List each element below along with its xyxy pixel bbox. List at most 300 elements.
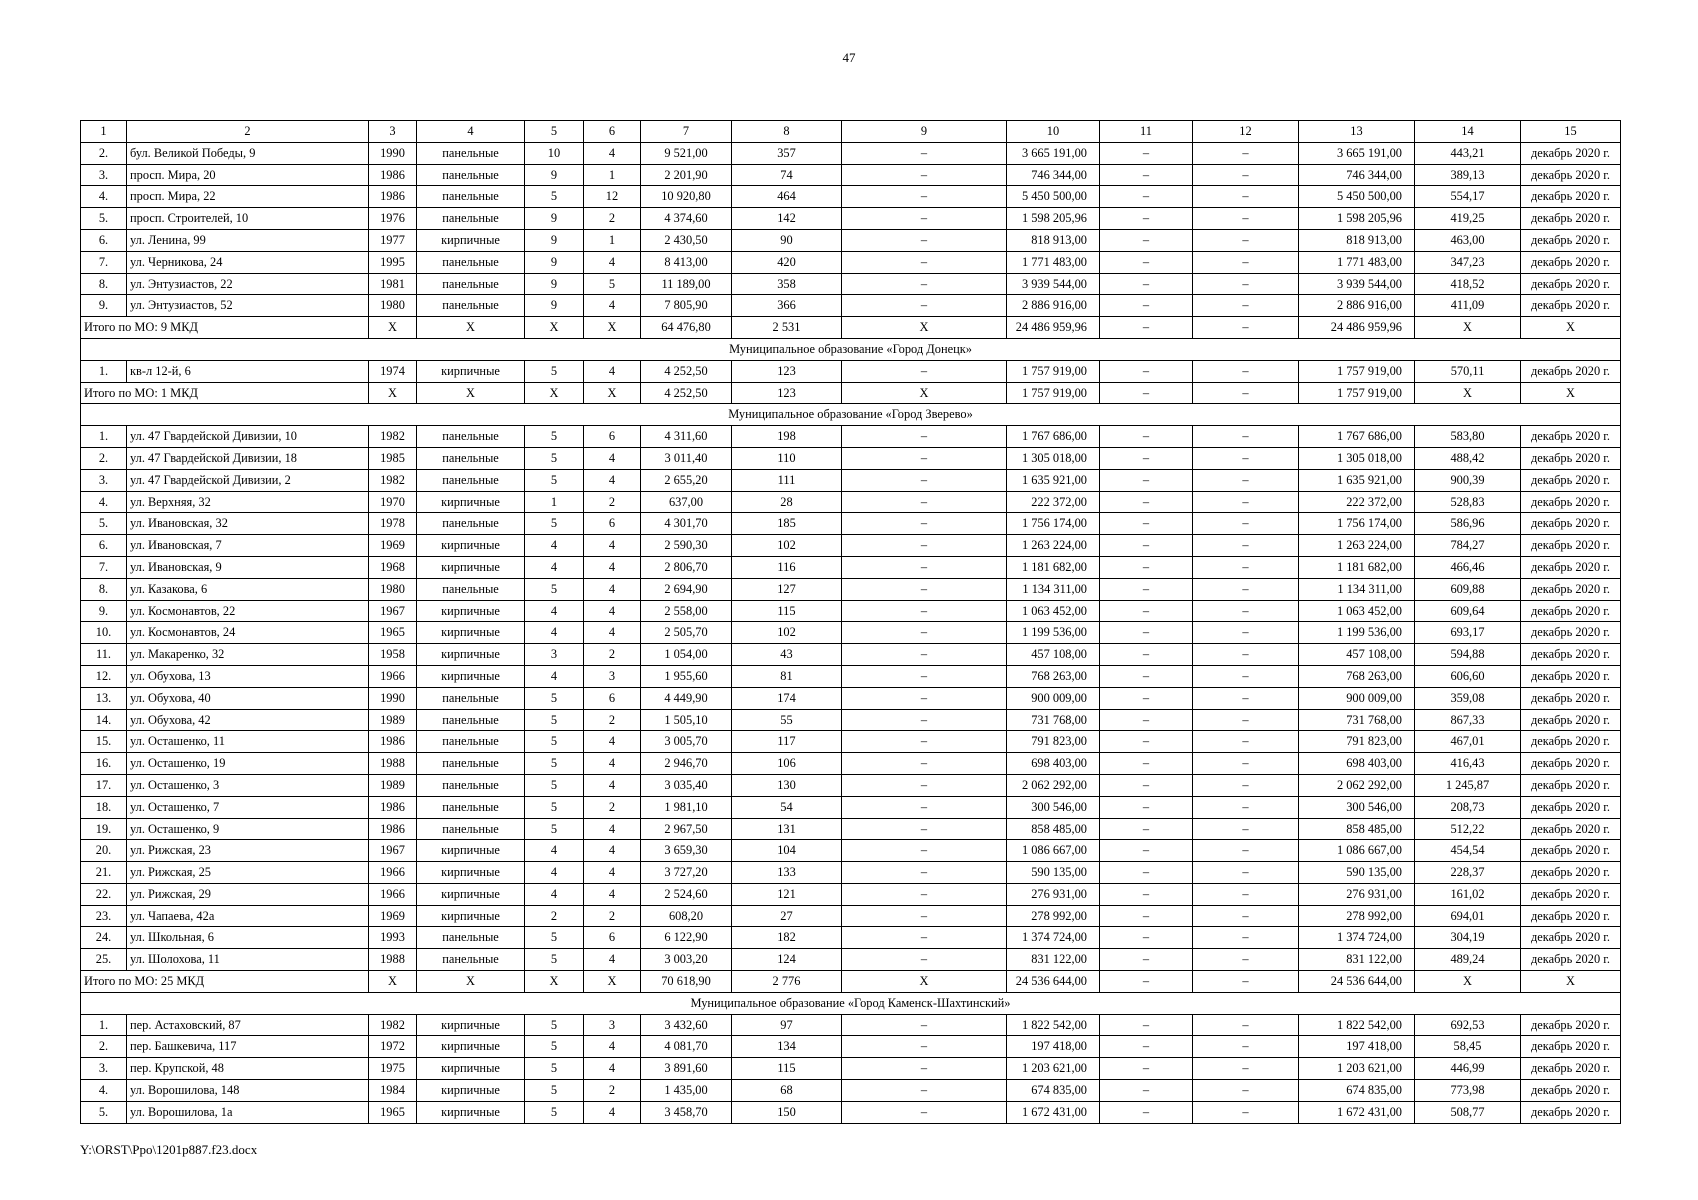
row-number-cell: 14. (81, 709, 127, 731)
address-cell: ул. Энтузиастов, 52 (127, 295, 369, 317)
data-cell: – (842, 469, 1007, 491)
data-cell: 4 (525, 600, 584, 622)
data-cell: 694,01 (1415, 905, 1521, 927)
data-cell: панельные (417, 818, 525, 840)
data-cell: панельные (417, 687, 525, 709)
data-cell: кирпичные (417, 665, 525, 687)
data-cell: 1 (584, 164, 641, 186)
data-cell: 1 635 921,00 (1299, 469, 1415, 491)
data-cell: – (1100, 949, 1193, 971)
data-cell: – (1193, 142, 1299, 164)
data-cell: 4 (584, 142, 641, 164)
data-cell: 867,33 (1415, 709, 1521, 731)
data-cell: 1 635 921,00 (1007, 469, 1100, 491)
row-number-cell: 25. (81, 949, 127, 971)
data-cell: – (842, 229, 1007, 251)
table-row (81, 1036, 1621, 1058)
data-cell: 5 (525, 186, 584, 208)
data-cell: 174 (732, 687, 842, 709)
data-cell: 27 (732, 905, 842, 927)
data-cell: декабрь 2020 г. (1521, 949, 1621, 971)
data-cell: 2 062 292,00 (1007, 774, 1100, 796)
data-cell: 674 835,00 (1007, 1080, 1100, 1102)
data-cell: 1980 (369, 295, 417, 317)
data-cell: – (1100, 600, 1193, 622)
table-row (81, 796, 1621, 818)
data-cell: 2 (525, 905, 584, 927)
data-cell: панельные (417, 796, 525, 818)
data-cell: 1995 (369, 251, 417, 273)
data-cell: 222 372,00 (1299, 491, 1415, 513)
data-cell: 228,37 (1415, 862, 1521, 884)
data-cell: 1982 (369, 426, 417, 448)
data-cell: 4 (584, 753, 641, 775)
data-cell: – (842, 840, 1007, 862)
data-cell: кирпичные (417, 535, 525, 557)
data-cell: – (842, 426, 1007, 448)
data-cell: 1 181 682,00 (1007, 556, 1100, 578)
address-cell: ул. Обухова, 40 (127, 687, 369, 709)
data-cell: 5 (525, 818, 584, 840)
data-cell: – (1193, 1101, 1299, 1123)
address-cell: ул. Осташенко, 9 (127, 818, 369, 840)
table-row (81, 229, 1621, 251)
data-cell: – (842, 273, 1007, 295)
data-cell: – (842, 927, 1007, 949)
data-cell: – (1193, 535, 1299, 557)
data-cell: – (1193, 753, 1299, 775)
data-cell: 1969 (369, 905, 417, 927)
data-cell: 4 (584, 883, 641, 905)
data-cell: – (1193, 796, 1299, 818)
data-cell: 9 (525, 273, 584, 295)
data-cell: – (1193, 295, 1299, 317)
table-row (81, 665, 1621, 687)
data-cell: 1 263 224,00 (1299, 535, 1415, 557)
data-cell: 464 (732, 186, 842, 208)
data-cell: 110 (732, 447, 842, 469)
data-cell: – (1193, 1014, 1299, 1036)
row-number-cell: 9. (81, 295, 127, 317)
row-number-cell: 1. (81, 1014, 127, 1036)
data-cell: – (1100, 295, 1193, 317)
data-cell: декабрь 2020 г. (1521, 905, 1621, 927)
data-cell: – (842, 905, 1007, 927)
data-cell: – (1100, 665, 1193, 687)
column-number-header: 6 (584, 121, 641, 143)
data-cell: – (1193, 818, 1299, 840)
data-cell: – (1193, 164, 1299, 186)
data-cell: декабрь 2020 г. (1521, 927, 1621, 949)
data-cell: декабрь 2020 г. (1521, 491, 1621, 513)
total-cell: Х (525, 971, 584, 993)
total-cell: Х (584, 971, 641, 993)
data-cell: кирпичные (417, 905, 525, 927)
data-cell: – (1193, 229, 1299, 251)
data-cell: 124 (732, 949, 842, 971)
total-cell: Х (369, 971, 417, 993)
data-cell: – (1193, 622, 1299, 644)
data-cell: 1 767 686,00 (1007, 426, 1100, 448)
data-cell: 1 756 174,00 (1007, 513, 1100, 535)
data-cell: декабрь 2020 г. (1521, 1058, 1621, 1080)
data-cell: декабрь 2020 г. (1521, 142, 1621, 164)
data-cell: – (1193, 578, 1299, 600)
data-cell: 698 403,00 (1299, 753, 1415, 775)
total-cell: 123 (732, 382, 842, 404)
data-cell: – (842, 665, 1007, 687)
total-cell: Х (1415, 971, 1521, 993)
table-row (81, 273, 1621, 295)
data-cell: 1966 (369, 862, 417, 884)
table-row (81, 164, 1621, 186)
data-cell: – (1193, 949, 1299, 971)
data-cell: 9 521,00 (641, 142, 732, 164)
data-cell: 4 (525, 556, 584, 578)
data-cell: 121 (732, 883, 842, 905)
data-cell: 467,01 (1415, 731, 1521, 753)
footer-file-path: Y:\ORST\Ppo\1201p887.f23.docx (80, 1142, 258, 1157)
data-cell: 489,24 (1415, 949, 1521, 971)
total-label: Итого по МО: 25 МКД (81, 971, 369, 993)
data-cell: 773,98 (1415, 1080, 1521, 1102)
data-cell: – (842, 622, 1007, 644)
data-cell: – (1193, 1036, 1299, 1058)
data-cell: – (1193, 862, 1299, 884)
data-cell: 768 263,00 (1299, 665, 1415, 687)
address-cell: ул. Осташенко, 3 (127, 774, 369, 796)
data-cell: 2 694,90 (641, 578, 732, 600)
data-cell: 1 063 452,00 (1007, 600, 1100, 622)
data-cell: декабрь 2020 г. (1521, 556, 1621, 578)
address-cell: просп. Мира, 22 (127, 186, 369, 208)
data-cell: 123 (732, 360, 842, 382)
data-cell: 609,64 (1415, 600, 1521, 622)
data-cell: 1 134 311,00 (1007, 578, 1100, 600)
data-cell: 1 263 224,00 (1007, 535, 1100, 557)
data-cell: 2 (584, 491, 641, 513)
data-cell: 1 756 174,00 (1299, 513, 1415, 535)
data-cell: декабрь 2020 г. (1521, 186, 1621, 208)
data-cell: – (1100, 644, 1193, 666)
data-cell: 2 590,30 (641, 535, 732, 557)
data-cell: 1988 (369, 753, 417, 775)
data-cell: 1990 (369, 142, 417, 164)
data-cell: 358 (732, 273, 842, 295)
data-cell: – (1100, 905, 1193, 927)
data-cell: 4 449,90 (641, 687, 732, 709)
data-cell: 5 (525, 1036, 584, 1058)
data-cell: кирпичные (417, 1036, 525, 1058)
data-cell: – (1100, 1101, 1193, 1123)
data-cell: 58,45 (1415, 1036, 1521, 1058)
total-cell: – (1100, 317, 1193, 339)
data-cell: 1966 (369, 883, 417, 905)
data-cell: декабрь 2020 г. (1521, 862, 1621, 884)
data-cell: – (1100, 229, 1193, 251)
data-cell: кирпичные (417, 360, 525, 382)
data-cell: 698 403,00 (1007, 753, 1100, 775)
housing-table-wrapper (80, 120, 1620, 1124)
data-cell: – (1100, 208, 1193, 230)
row-number-cell: 1. (81, 360, 127, 382)
data-cell: 746 344,00 (1007, 164, 1100, 186)
data-cell: – (842, 1080, 1007, 1102)
data-cell: 4 (584, 535, 641, 557)
data-cell: 1 435,00 (641, 1080, 732, 1102)
row-number-cell: 18. (81, 796, 127, 818)
data-cell: 1 134 311,00 (1299, 578, 1415, 600)
row-number-cell: 3. (81, 164, 127, 186)
data-cell: 3 665 191,00 (1299, 142, 1415, 164)
data-cell: 300 546,00 (1007, 796, 1100, 818)
data-cell: 1 374 724,00 (1299, 927, 1415, 949)
data-cell: 2 (584, 796, 641, 818)
data-cell: 9 (525, 208, 584, 230)
total-cell: 1 757 919,00 (1007, 382, 1100, 404)
data-cell: 583,80 (1415, 426, 1521, 448)
data-cell: кирпичные (417, 1101, 525, 1123)
data-cell: 1 598 205,96 (1007, 208, 1100, 230)
data-cell: – (1100, 622, 1193, 644)
data-cell: 2 062 292,00 (1299, 774, 1415, 796)
data-cell: декабрь 2020 г. (1521, 644, 1621, 666)
data-cell: 416,43 (1415, 753, 1521, 775)
table-row (81, 513, 1621, 535)
data-cell: 1 771 483,00 (1007, 251, 1100, 273)
data-cell: 4 301,70 (641, 513, 732, 535)
row-number-cell: 6. (81, 229, 127, 251)
data-cell: 4 (584, 578, 641, 600)
data-cell: 488,42 (1415, 447, 1521, 469)
address-cell: ул. Рижская, 29 (127, 883, 369, 905)
table-row (81, 622, 1621, 644)
data-cell: 1 305 018,00 (1007, 447, 1100, 469)
data-cell: 5 (584, 273, 641, 295)
address-cell: ул. Космонавтов, 24 (127, 622, 369, 644)
data-cell: – (1100, 1080, 1193, 1102)
row-number-cell: 3. (81, 469, 127, 491)
data-cell: 115 (732, 1058, 842, 1080)
table-row (81, 840, 1621, 862)
data-cell: 4 252,50 (641, 360, 732, 382)
address-cell: ул. Осташенко, 19 (127, 753, 369, 775)
data-cell: – (1100, 687, 1193, 709)
data-cell: 1 199 536,00 (1007, 622, 1100, 644)
data-cell: 185 (732, 513, 842, 535)
data-cell: панельные (417, 251, 525, 273)
row-number-cell: 4. (81, 186, 127, 208)
data-cell: – (1193, 469, 1299, 491)
data-cell: 1 305 018,00 (1299, 447, 1415, 469)
data-cell: – (1100, 578, 1193, 600)
data-cell: – (1100, 862, 1193, 884)
column-number-header: 4 (417, 121, 525, 143)
data-cell: панельные (417, 426, 525, 448)
data-cell: 791 823,00 (1007, 731, 1100, 753)
row-number-cell: 3. (81, 1058, 127, 1080)
data-cell: 161,02 (1415, 883, 1521, 905)
table-row (81, 949, 1621, 971)
data-cell: 74 (732, 164, 842, 186)
total-cell: Х (1415, 382, 1521, 404)
data-cell: 1965 (369, 1101, 417, 1123)
address-cell: пер. Астаховский, 87 (127, 1014, 369, 1036)
data-cell: – (1100, 186, 1193, 208)
data-cell: 831 122,00 (1299, 949, 1415, 971)
address-cell: ул. Осташенко, 11 (127, 731, 369, 753)
data-cell: 3 727,20 (641, 862, 732, 884)
total-cell: 2 776 (732, 971, 842, 993)
data-cell: – (1193, 426, 1299, 448)
data-cell: 1 (584, 229, 641, 251)
data-cell: 674 835,00 (1299, 1080, 1415, 1102)
data-cell: декабрь 2020 г. (1521, 796, 1621, 818)
data-cell: 1980 (369, 578, 417, 600)
address-cell: ул. Ворошилова, 1а (127, 1101, 369, 1123)
data-cell: 1 672 431,00 (1007, 1101, 1100, 1123)
data-cell: 1 598 205,96 (1299, 208, 1415, 230)
row-number-cell: 19. (81, 818, 127, 840)
table-row (81, 556, 1621, 578)
data-cell: 2 505,70 (641, 622, 732, 644)
data-cell: 6 (584, 927, 641, 949)
section-header-row (81, 404, 1621, 426)
data-cell: 1 672 431,00 (1299, 1101, 1415, 1123)
data-cell: 116 (732, 556, 842, 578)
total-cell: 24 536 644,00 (1007, 971, 1100, 993)
data-cell: – (842, 1014, 1007, 1036)
data-cell: 389,13 (1415, 164, 1521, 186)
table-row (81, 208, 1621, 230)
data-cell: – (842, 186, 1007, 208)
total-cell: – (1193, 382, 1299, 404)
address-cell: ул. Рижская, 25 (127, 862, 369, 884)
table-row (81, 731, 1621, 753)
data-cell: 278 992,00 (1007, 905, 1100, 927)
data-cell: 3 659,30 (641, 840, 732, 862)
data-cell: 858 485,00 (1007, 818, 1100, 840)
data-cell: 4 (584, 556, 641, 578)
housing-table (80, 120, 1621, 1124)
data-cell: 1 245,87 (1415, 774, 1521, 796)
data-cell: 554,17 (1415, 186, 1521, 208)
data-cell: 1 767 686,00 (1299, 426, 1415, 448)
total-cell: – (1193, 317, 1299, 339)
data-cell: 1966 (369, 665, 417, 687)
address-cell: ул. Космонавтов, 22 (127, 600, 369, 622)
table-body (81, 121, 1621, 1124)
data-cell: 1 181 682,00 (1299, 556, 1415, 578)
data-cell: – (842, 687, 1007, 709)
data-cell: – (842, 644, 1007, 666)
data-cell: 1986 (369, 164, 417, 186)
total-cell: – (1100, 382, 1193, 404)
table-row (81, 774, 1621, 796)
address-cell: ул. Чапаева, 42а (127, 905, 369, 927)
data-cell: 3 458,70 (641, 1101, 732, 1123)
row-number-cell: 9. (81, 600, 127, 622)
data-cell: панельные (417, 753, 525, 775)
column-number-header: 8 (732, 121, 842, 143)
table-row (81, 927, 1621, 949)
data-cell: 6 (584, 687, 641, 709)
data-cell: – (842, 949, 1007, 971)
data-cell: 150 (732, 1101, 842, 1123)
data-cell: 3 939 544,00 (1299, 273, 1415, 295)
address-cell: ул. Ивановская, 7 (127, 535, 369, 557)
data-cell: – (842, 491, 1007, 513)
data-cell: 5 (525, 1058, 584, 1080)
data-cell: 4 (584, 1101, 641, 1123)
data-cell: 5 (525, 360, 584, 382)
data-cell: 818 913,00 (1299, 229, 1415, 251)
data-cell: декабрь 2020 г. (1521, 753, 1621, 775)
data-cell: декабрь 2020 г. (1521, 208, 1621, 230)
data-cell: – (1193, 513, 1299, 535)
data-cell: – (842, 578, 1007, 600)
data-cell: – (1100, 753, 1193, 775)
data-cell: 1981 (369, 273, 417, 295)
total-cell: 24 536 644,00 (1299, 971, 1415, 993)
data-cell: кирпичные (417, 862, 525, 884)
data-cell: панельные (417, 295, 525, 317)
total-cell: Х (1521, 971, 1621, 993)
data-cell: 1 203 621,00 (1007, 1058, 1100, 1080)
row-number-cell: 16. (81, 753, 127, 775)
data-cell: 4 (584, 731, 641, 753)
data-cell: 1988 (369, 949, 417, 971)
data-cell: 5 450 500,00 (1007, 186, 1100, 208)
table-row (81, 447, 1621, 469)
data-cell: 528,83 (1415, 491, 1521, 513)
data-cell: 197 418,00 (1299, 1036, 1415, 1058)
total-cell: Х (1415, 317, 1521, 339)
data-cell: декабрь 2020 г. (1521, 469, 1621, 491)
table-row (81, 578, 1621, 600)
data-cell: 4 (525, 862, 584, 884)
data-cell: – (842, 883, 1007, 905)
data-cell: – (1100, 1058, 1193, 1080)
row-number-cell: 6. (81, 535, 127, 557)
data-cell: – (1100, 251, 1193, 273)
data-cell: кирпичные (417, 1014, 525, 1036)
data-cell: декабрь 2020 г. (1521, 513, 1621, 535)
data-cell: 6 (584, 513, 641, 535)
data-cell: – (1193, 687, 1299, 709)
data-cell: 608,20 (641, 905, 732, 927)
data-cell: 4 (584, 295, 641, 317)
data-cell: 300 546,00 (1299, 796, 1415, 818)
data-cell: 1958 (369, 644, 417, 666)
data-cell: 1985 (369, 447, 417, 469)
data-cell: кирпичные (417, 556, 525, 578)
data-cell: 4 (525, 622, 584, 644)
table-row (81, 295, 1621, 317)
data-cell: 731 768,00 (1299, 709, 1415, 731)
data-cell: 9 (525, 164, 584, 186)
data-cell: декабрь 2020 г. (1521, 447, 1621, 469)
data-cell: 746 344,00 (1299, 164, 1415, 186)
data-cell: – (1193, 927, 1299, 949)
data-cell: декабрь 2020 г. (1521, 665, 1621, 687)
data-cell: – (842, 600, 1007, 622)
data-cell: 90 (732, 229, 842, 251)
data-cell: – (842, 774, 1007, 796)
data-cell: 5 (525, 731, 584, 753)
column-number-header: 7 (641, 121, 732, 143)
data-cell: – (1100, 426, 1193, 448)
